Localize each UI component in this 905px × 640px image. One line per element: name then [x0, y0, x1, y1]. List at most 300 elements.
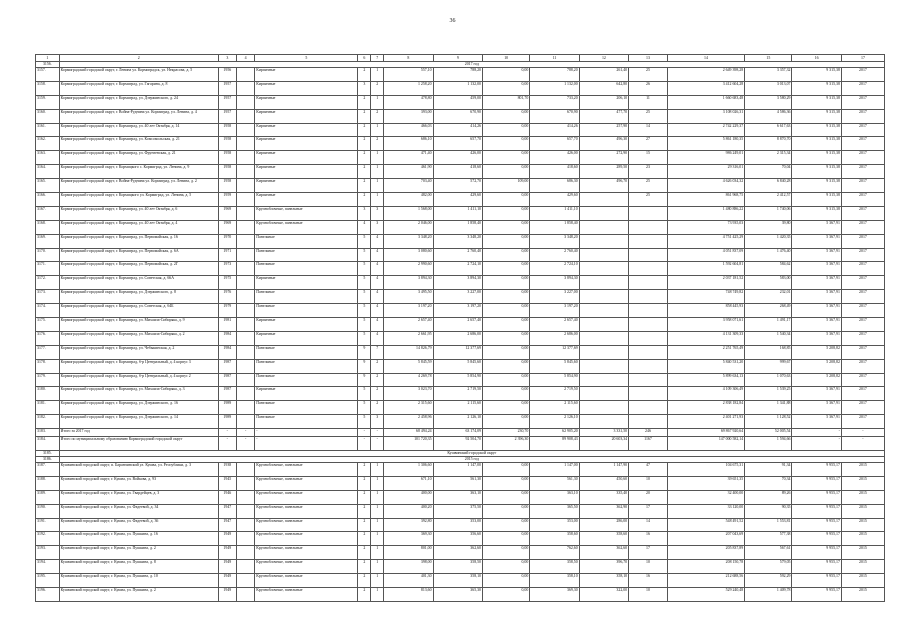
cell-c8: 14 826,79 — [384, 345, 433, 359]
cell-c12: 20 603,34 — [579, 437, 628, 451]
cell-c16: 9 955,17 — [792, 532, 841, 546]
cell-c10: 0,00 — [483, 276, 530, 290]
cell-c6: 2 — [358, 123, 371, 137]
cell-c13 — [629, 387, 668, 401]
cell-c17: 2017 — [841, 276, 884, 290]
cell-wall: Крупноблочные, панельные — [255, 490, 358, 504]
build-year: 1981 — [218, 318, 236, 332]
table-row — [36, 560, 885, 574]
cell-c6: 2 — [358, 546, 371, 560]
cell-c16: 9 955,17 — [792, 490, 841, 504]
cell-c4 — [236, 504, 254, 518]
cell-c15: 579,05 — [745, 560, 792, 574]
cell-c8: 703,40 — [384, 179, 433, 193]
cell-c14: 212 688,56 — [667, 574, 744, 588]
build-year: 1957 — [218, 95, 236, 109]
cell-c6: 2 — [358, 560, 371, 574]
cell-c13 — [629, 401, 668, 415]
house-address: Кормиградский городской округ, г. Кормиград, ул. Дзержинского, д. 24 — [59, 95, 218, 109]
table-row — [36, 387, 885, 401]
cell-c12: 3 331,50 — [579, 429, 628, 437]
cell-c17: 2015 — [841, 504, 884, 518]
cell-c10: 0,00 — [483, 504, 530, 518]
build-year: 1957 — [218, 81, 236, 95]
cell-c4 — [236, 518, 254, 532]
house-address: Кормиградский городской округ, г. Кормиград, б-р Центральный, д. 4 корпус 2 — [59, 373, 218, 387]
cell-c13 — [629, 373, 668, 387]
house-address: Кушвинский городской округ, г. Кушва, ул. Гвардейцев, д. 3 — [59, 490, 218, 504]
table-row — [36, 248, 885, 262]
cell-c6: 2 — [358, 137, 371, 151]
table-row — [36, 331, 885, 345]
table-row — [36, 109, 885, 123]
cell-c4 — [236, 587, 254, 601]
house-address: Кормиградский городской округ, г. Кормицкого ул. Кормиград, ул. Ленина, д. 5 — [59, 193, 218, 207]
cell-c11: 429,60 — [530, 193, 579, 207]
cell-c7: 3 — [371, 206, 384, 220]
cell-c7: 1 — [371, 490, 384, 504]
cell-c4 — [236, 490, 254, 504]
build-year: 1958 — [218, 151, 236, 165]
cell-c10: 801,70 — [483, 95, 530, 109]
row-number: 3184. — [36, 437, 60, 451]
build-year: 1970 — [218, 234, 236, 248]
cell-c14: 4 109 306,49 — [667, 387, 744, 401]
cell-c13 — [629, 359, 668, 373]
cell-c13: 14 — [629, 123, 668, 137]
cell-c12: 322,00 — [579, 587, 628, 601]
cell-c12: 450,60 — [579, 476, 628, 490]
cell-c16: - — [792, 437, 841, 451]
table-row — [36, 504, 885, 518]
cell-c11: 89 908,43 — [530, 437, 579, 451]
cell-c8: 466,03 — [384, 123, 433, 137]
cell-c14: 748 749,82 — [667, 290, 744, 304]
cell-c7: 4 — [371, 304, 384, 318]
cell-c13: 16 — [629, 574, 668, 588]
cell-c11: 2 115,60 — [530, 401, 579, 415]
house-address: Кушвинский городской округ, г. Кушва, ул. Пушкина, д. 8 — [59, 560, 218, 574]
cell-c12: 477,70 — [579, 109, 628, 123]
cell-c11: 358,10 — [530, 574, 579, 588]
cell-c13: 10 — [629, 587, 668, 601]
cell-c12 — [579, 248, 628, 262]
row-number: 3194. — [36, 560, 60, 574]
cell-c4 — [236, 262, 254, 276]
house-address: Итого по муниципальному образованию Кормиградский городской округ — [59, 437, 218, 451]
cell-c17: 2015 — [841, 462, 884, 476]
cell-wall: Панельные — [255, 248, 358, 262]
column-number: 7 — [371, 55, 384, 62]
cell-c9: 3 348,20 — [433, 234, 482, 248]
cell-c9: 788,20 — [433, 68, 482, 82]
house-address: Кушвинский городской округ, г. Кушва, ул. Пушкина, д. 2 — [59, 546, 218, 560]
cell-wall: Кирпичные — [255, 179, 358, 193]
cell-wall: Панельные — [255, 401, 358, 415]
cell-c4 — [236, 137, 254, 151]
cell-c6: 5 — [358, 248, 371, 262]
cell-wall: Панельные — [255, 359, 358, 373]
cell-c10: 0,00 — [483, 304, 530, 318]
cell-c15: 1 491,17 — [745, 318, 792, 332]
cell-c10: 0,00 — [483, 206, 530, 220]
column-number: 11 — [530, 55, 579, 62]
cell-c13: 47 — [629, 462, 668, 476]
cell-c8: 2 657,40 — [384, 318, 433, 332]
row-number: 3172. — [36, 276, 60, 290]
total-row — [36, 429, 885, 437]
cell-c14: 147 000 582,14 — [667, 437, 744, 451]
row-number: 3163. — [36, 151, 60, 165]
table-row — [36, 574, 885, 588]
cell-c11: 418,60 — [530, 165, 579, 179]
cell-c8: 398,00 — [384, 560, 433, 574]
cell-c17: 2017 — [841, 137, 884, 151]
cell-c17: 2017 — [841, 193, 884, 207]
cell-c14: 2 838 182,84 — [667, 401, 744, 415]
cell-c15: 1 553,81 — [745, 518, 792, 532]
cell-c7: 1 — [371, 123, 384, 137]
cell-c16: 9 315,38 — [792, 206, 841, 220]
cell-c16: 9 315,38 — [792, 95, 841, 109]
cell-c6: 5 — [358, 276, 371, 290]
cell-c13: 11 — [629, 95, 668, 109]
cell-c9: 670,90 — [433, 109, 482, 123]
cell-c7: 4 — [371, 262, 384, 276]
cell-c16: 9 315,38 — [792, 165, 841, 179]
cell-wall: Крупноблочные, панельные — [255, 518, 358, 532]
cell-c11: 426,00 — [530, 151, 579, 165]
column-number: 5 — [255, 55, 358, 62]
cell-c8: 1 306,60 — [384, 462, 433, 476]
row-number: 3192. — [36, 532, 60, 546]
cell-c13: 25 — [629, 193, 668, 207]
cell-c12 — [579, 290, 628, 304]
cell-wall: Кирпичные — [255, 151, 358, 165]
cell-c10: 0,00 — [483, 574, 530, 588]
cell-c7: 3 — [371, 415, 384, 429]
house-address: Кормиградский городской округ, г. Кормиград, ул. Фрунзенская, д. 21 — [59, 151, 218, 165]
cell-c16: 5 208,82 — [792, 345, 841, 359]
cell-c8: 1 568,00 — [384, 206, 433, 220]
house-address: Кушвинский городской округ, г. Кушва, ул. Пушкина, д. 16 — [59, 532, 218, 546]
cell-c10: 0,00 — [483, 518, 530, 532]
cell-c9: 363,10 — [433, 490, 482, 504]
cell-c13: 23 — [629, 165, 668, 179]
cell-c10: 0,00 — [483, 401, 530, 415]
cell-wall: Панельные — [255, 234, 358, 248]
build-year: 1959 — [218, 193, 236, 207]
cell-wall: Крупноблочные, панельные — [255, 220, 358, 234]
cell-c9: 1 858,40 — [433, 220, 482, 234]
cell-c11: 2 657,40 — [530, 318, 579, 332]
cell-c17: 2017 — [841, 234, 884, 248]
cell-wall: Крупноблочные, панельные — [255, 560, 358, 574]
cell-c6: 2 — [358, 574, 371, 588]
cell-c9: 2 657,40 — [433, 318, 482, 332]
house-address: Кушвинский городской округ, г. Кушва, ул. Фадеевой, д. 34 — [59, 504, 218, 518]
cell-c12 — [579, 206, 628, 220]
cell-c7: 2 — [371, 359, 384, 373]
cell-c15: 3 357,32 — [745, 68, 792, 82]
cell-c7: 1 — [371, 193, 384, 207]
row-number: 3181. — [36, 401, 60, 415]
cell-c17: 2017 — [841, 304, 884, 318]
cell-c4 — [236, 206, 254, 220]
cell-c10: 109,00 — [483, 179, 530, 193]
cell-c9: 2 719,50 — [433, 387, 482, 401]
table-row — [36, 518, 885, 532]
cell-c15: 4 586,36 — [745, 109, 792, 123]
cell-c11: 657,70 — [530, 137, 579, 151]
cell-c16: 9 955,17 — [792, 574, 841, 588]
cell-c12: 362,90 — [579, 504, 628, 518]
cell-wall: Крупноблочные, панельные — [255, 206, 358, 220]
cell-wall: Панельные — [255, 345, 358, 359]
row-number: 3183. — [36, 429, 60, 437]
cell-c13 — [629, 262, 668, 276]
cell-c8: 400,00 — [384, 490, 433, 504]
build-year: 1973 — [218, 262, 236, 276]
cell-c8: 400,20 — [384, 504, 433, 518]
cell-c14: 2 649 398,28 — [667, 68, 744, 82]
cell-c10: 0,00 — [483, 490, 530, 504]
cell-c11: 3 227,00 — [530, 290, 579, 304]
cell-c10: 0,00 — [483, 234, 530, 248]
cell-c6: 9 — [358, 373, 371, 387]
row-number: 3186. — [36, 456, 60, 462]
column-number: 17 — [841, 55, 884, 62]
house-address: Кормиградский городской округ, г. Кормиград, ул. Чебыкинская, д. 2 — [59, 345, 218, 359]
cell-c4 — [236, 546, 254, 560]
cell-c8: 68 494,24 — [384, 429, 433, 437]
cell-c9: 2 126,10 — [433, 415, 482, 429]
cell-c15: 2 315,34 — [745, 151, 792, 165]
cell-c6: 5 — [358, 262, 371, 276]
table-row — [36, 165, 885, 179]
cell-c6: 5 — [358, 234, 371, 248]
cell-c15: 999,67 — [745, 359, 792, 373]
cell-c12: 496,30 — [579, 137, 628, 151]
cell-c10: 0,00 — [483, 123, 530, 137]
house-address: Кушвинский городской округ, г. Кушва, ул. Войкова, д. 93 — [59, 476, 218, 490]
cell-c4 — [236, 415, 254, 429]
cell-c15: 168,85 — [745, 345, 792, 359]
cell-c7: 2 — [371, 373, 384, 387]
cell-c12: 257,90 — [579, 123, 628, 137]
cell-c10: 0,00 — [483, 68, 530, 82]
cell-c4 — [236, 373, 254, 387]
cell-c15: 6 617,63 — [745, 123, 792, 137]
cell-c11: 686,30 — [530, 179, 579, 193]
cell-c4 — [236, 234, 254, 248]
cell-c9: 2 115,60 — [433, 401, 482, 415]
cell-c8: 3 894,30 — [384, 276, 433, 290]
column-number: 8 — [384, 55, 433, 62]
cell-c17: 2017 — [841, 123, 884, 137]
row-number: 3169. — [36, 234, 60, 248]
cell-c4 — [236, 345, 254, 359]
house-address: Кормиградский городской округ, г. Кормиград, ул. Гагарина, д. 8 — [59, 81, 218, 95]
cell-c13: 17 — [629, 504, 668, 518]
cell-c9: 3 894,30 — [433, 276, 482, 290]
cell-c6: 4 — [358, 220, 371, 234]
cell-c11: 2 126,10 — [530, 415, 579, 429]
cell-c7: 2 — [371, 387, 384, 401]
cell-c4 — [236, 401, 254, 415]
cell-c16: 9 315,38 — [792, 109, 841, 123]
cell-c14: 529 240,48 — [667, 587, 744, 601]
cell-c14: 4 131 309,33 — [667, 331, 744, 345]
cell-c10: 0,00 — [483, 476, 530, 490]
column-number: 14 — [667, 55, 744, 62]
cell-wall: Крупноблочные, панельные — [255, 504, 358, 518]
cell-c8: 686,10 — [384, 137, 433, 151]
cell-c16: 5 367,91 — [792, 276, 841, 290]
cell-c8: 2 990,60 — [384, 262, 433, 276]
house-address: Кормиградский городской округ, г. Кормиград, ул. 40 лет Октября, д. 6 — [59, 206, 218, 220]
build-year: 1949 — [218, 574, 236, 588]
cell-c12: 272,90 — [579, 151, 628, 165]
cell-c14: 73 935,03 — [667, 220, 744, 234]
cell-c16: 5 367,91 — [792, 220, 841, 234]
cell-c9: 1 132,00 — [433, 81, 482, 95]
cell-c15: 2 412,57 — [745, 193, 792, 207]
cell-c9: 572,70 — [433, 179, 482, 193]
cell-c7: 2 — [371, 401, 384, 415]
cell-c15: 39,80 — [745, 220, 792, 234]
cell-c11: 2 760,40 — [530, 248, 579, 262]
cell-c15: 577,38 — [745, 532, 792, 546]
cell-c11: 1 411,10 — [530, 206, 579, 220]
cell-c14: 4 051 837,09 — [667, 248, 744, 262]
column-number: 12 — [579, 55, 628, 62]
row-number: 3165. — [36, 179, 60, 193]
table-row — [36, 476, 885, 490]
cell-c6: 2 — [358, 587, 371, 601]
cell-c13: 14 — [629, 518, 668, 532]
cell-c6: 5 — [358, 318, 371, 332]
cell-c16: 5 367,91 — [792, 290, 841, 304]
cell-c12: 396,70 — [579, 560, 628, 574]
cell-c7: 1 — [371, 151, 384, 165]
cell-c16: 9 955,17 — [792, 560, 841, 574]
row-number: 3173. — [36, 290, 60, 304]
section-title: Кушвинский городской округ — [59, 450, 884, 456]
row-number: 3168. — [36, 220, 60, 234]
cell-c15: 8 870,70 — [745, 137, 792, 151]
cell-c8: 5 845,59 — [384, 359, 433, 373]
cell-c9: 418,60 — [433, 165, 482, 179]
cell-c11: 788,20 — [530, 68, 579, 82]
table-row — [36, 137, 885, 151]
cell-c11: 3 348,20 — [530, 234, 579, 248]
cell-c9: 3 197,20 — [433, 304, 482, 318]
cell-c16: 9 315,38 — [792, 151, 841, 165]
cell-c14: 2 037 181,52 — [667, 276, 744, 290]
cell-c8: 393,00 — [384, 109, 433, 123]
cell-c17: 2017 — [841, 151, 884, 165]
table-row — [36, 193, 885, 207]
cell-c8: 4 269,78 — [384, 373, 433, 387]
cell-c4 — [236, 123, 254, 137]
cell-c10: 0,00 — [483, 532, 530, 546]
cell-c13 — [629, 276, 668, 290]
cell-wall: Крупноблочные, панельные — [255, 476, 358, 490]
cell-c14: 69 867 920,64 — [667, 429, 744, 437]
cell-c10: 0,00 — [483, 81, 530, 95]
cell-c7: 1 — [371, 179, 384, 193]
cell-c8: 401,30 — [384, 574, 433, 588]
cell-wall: Кирпичные — [255, 123, 358, 137]
build-year: 1957 — [218, 109, 236, 123]
cell-c6: 2 — [358, 476, 371, 490]
cell-c17: 2017 — [841, 81, 884, 95]
cell-c13 — [629, 345, 668, 359]
cell-c13: 27 — [629, 137, 668, 151]
column-number: 6 — [358, 55, 371, 62]
cell-c16: 9 315,38 — [792, 179, 841, 193]
cell-c4 — [236, 276, 254, 290]
cell-c4 — [236, 476, 254, 490]
cell-c16: 9 315,38 — [792, 193, 841, 207]
cell-c6: 2 — [358, 109, 371, 123]
cell-c14: 32 400,00 — [667, 490, 744, 504]
cell-c16: 5 367,91 — [792, 318, 841, 332]
cell-c4 — [236, 193, 254, 207]
cell-c16: - — [792, 429, 841, 437]
cell-wall: Панельные — [255, 304, 358, 318]
cell-c12: 642,80 — [579, 81, 628, 95]
cell-c11: 358,60 — [530, 532, 579, 546]
build-year: 1976 — [218, 290, 236, 304]
cell-c15: 1 420,35 — [745, 234, 792, 248]
register-table-sheet — [35, 54, 885, 602]
cell-c7: - — [371, 437, 384, 451]
cell-c4 — [236, 248, 254, 262]
cell-c6: 2 — [358, 68, 371, 82]
cell-c8: 2 661,95 — [384, 331, 433, 345]
cell-c12: 358,10 — [579, 574, 628, 588]
cell-c16: 5 367,91 — [792, 401, 841, 415]
cell-c11: 414,26 — [530, 123, 579, 137]
cell-c17: 2017 — [841, 165, 884, 179]
build-year: 1949 — [218, 560, 236, 574]
cell-c6: - — [358, 437, 371, 451]
cell-c17: 2017 — [841, 248, 884, 262]
cell-c16: 5 367,91 — [792, 415, 841, 429]
cell-c6: 5 — [358, 387, 371, 401]
cell-c6: 2 — [358, 518, 371, 532]
cell-c17: 2017 — [841, 331, 884, 345]
cell-c13: 17 — [629, 546, 668, 560]
cell-c12: 206,10 — [579, 95, 628, 109]
table-row — [36, 373, 885, 387]
row-number: 3170. — [36, 248, 60, 262]
cell-c10: 0,00 — [483, 248, 530, 262]
cell-c15: 1 540,34 — [745, 331, 792, 345]
cell-c16: 5 367,91 — [792, 331, 841, 345]
cell-c7: 4 — [371, 248, 384, 262]
section-title: 2015 год — [59, 456, 884, 462]
house-address: Кормиградский городской округ, г. Кормиград, ул. 40 лет Октября, д. 4 — [59, 220, 218, 234]
cell-c7: 1 — [371, 546, 384, 560]
row-number: 3185. — [36, 450, 60, 456]
cell-c17: 2017 — [841, 290, 884, 304]
cell-c9: 2 760,40 — [433, 248, 482, 262]
table-row — [36, 290, 885, 304]
cell-c6: 2 — [358, 151, 371, 165]
